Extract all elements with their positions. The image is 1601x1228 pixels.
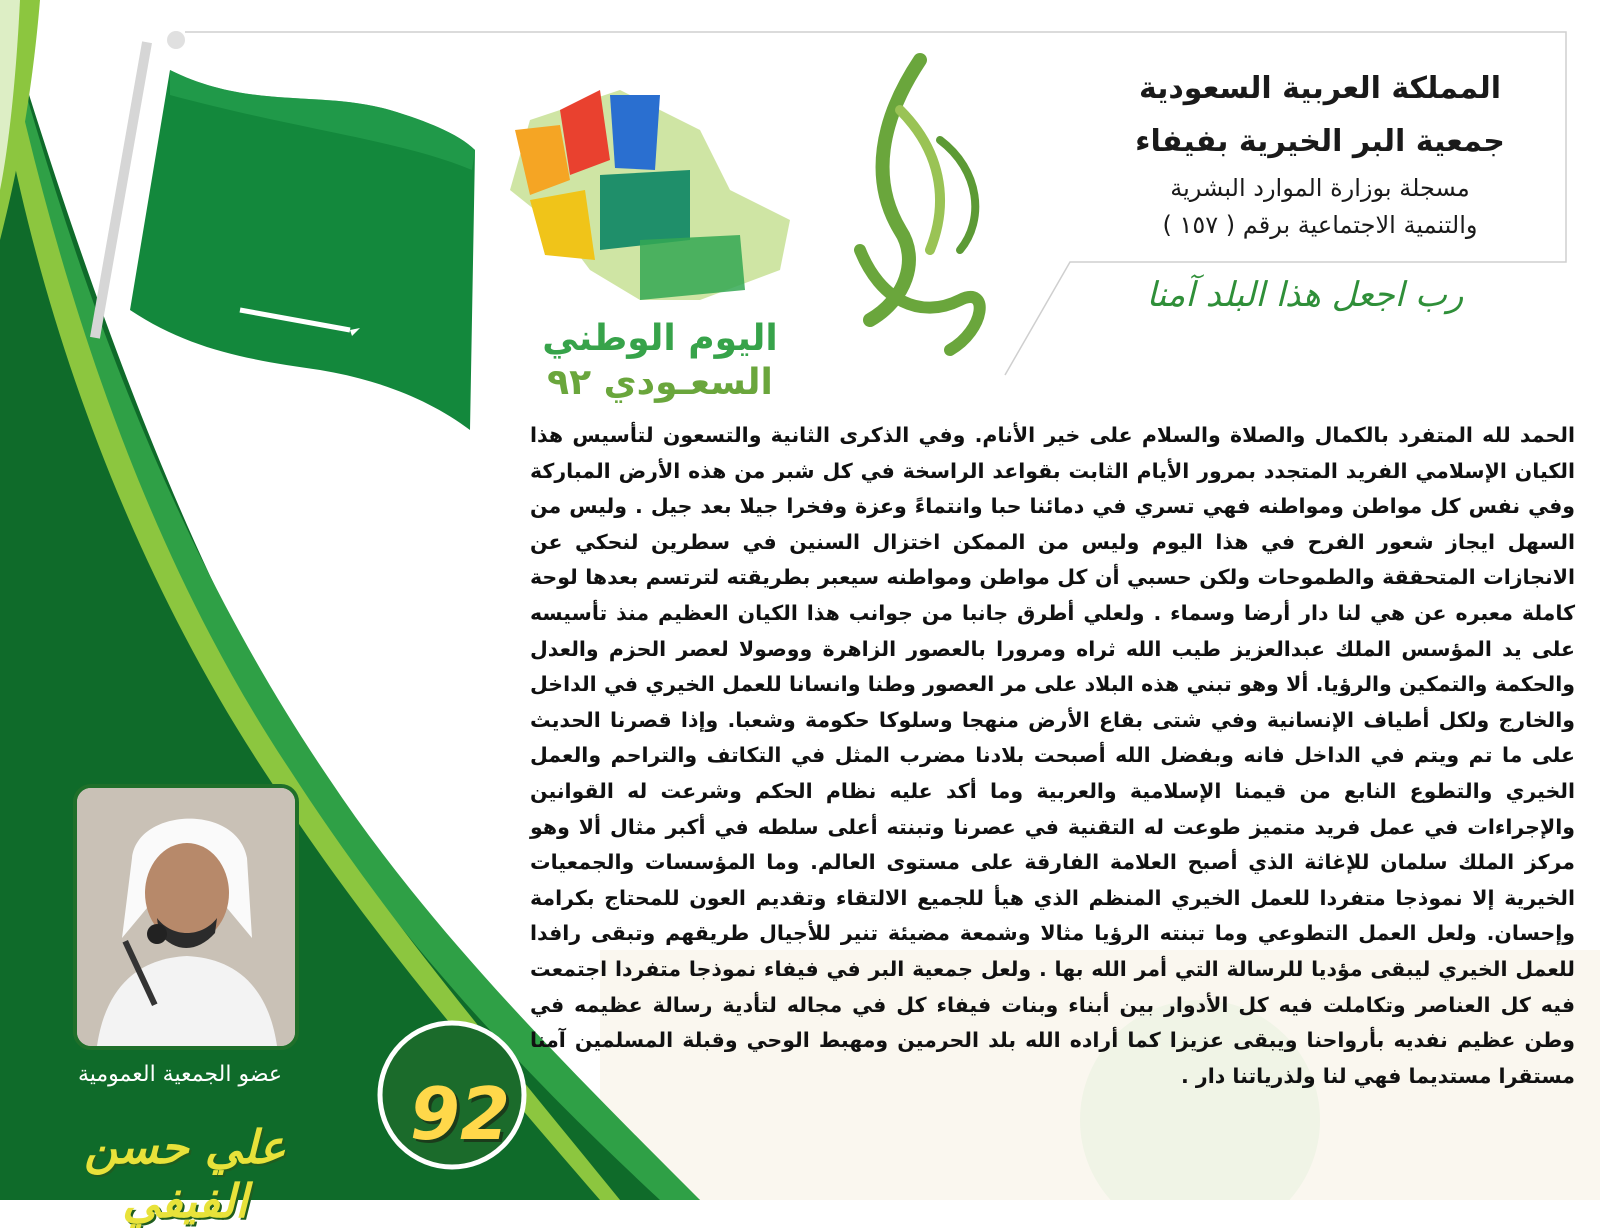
national-day-92-badge: 92 xyxy=(409,1072,511,1156)
article-body: الحمد لله المتفرد بالكمال والصلاة والسلام على خير الأنام. وفي الذكرى الثانية والتسعون لتأسيس هذا الكيان الإسلامي الفريد المتجدد بمرور الأيام الثابت بقواعد الراسخة في كل شبر من هذه الأرض المباركة وفي نفس كل مواطن ومواطنه فهي تسري في دمائنا حبا وانتماءً وعزة وفخرا جيلا بعد جيل . وليس من السهل ايجاز شعور الفرح في هذا اليوم وليس من الممكن اختزال السنين في سطرين لنحكي عن الانجازات المتحققة والطموحات ولكن حسبي أن كل مواطن ومواطنه سيعبر بطريقته لترتسم بعدها لوحة كاملة معبره عن هي لنا دار أرضا وسماء . ولعلي أطرق جانبا من جوانب هذا الكيان العظيم منذ تأسيسه على يد المؤسس الملك عبدالعزيز طيب الله ثراه ومرورا بالعصور الزاهرة ووصولا لعصر الحزم والعدل والحكمة والتمكين والرؤيا. ألا وهو تبني هذه البلاد على مر العصور وطنا وانسانا للعمل الخيري في الداخل والخارج ولكل أطياف الإنسانية وفي شتى بقاع الأرض منهجا وسلوكا حكومة وشعبا. وإذا قصرنا الحديث على ما تم ويتم في الداخل فانه وبفضل الله أصبحت بلادنا مضرب المثل في التكاتف والتراحم والعمل الخيري والتطوع النابع من قيمنا الإسلامية والعربية وما أكد عليه نظام الحكم وشرعت له القوانين والإجراءات في عمل فريد متميز طوعت له التقنية في عصرنا وتبنته أعلى سلطه في أكبر مثال ألا وهو مركز الملك سلمان للإغاثة الذي أصبح العلامة الفارقة على مستوى العالم. وما المؤسسات والجمعيات الخيرية إلا نموذجا متفردا للعمل الخيري المنظم الذي هيأ للجميع الالتقاء وتقديم العون للمحتاج بكرامة وإحسان. ولعل العمل التطوعي وما تبنته الرؤيا مثالا وشمعة مضيئة تنير للأجيال طريقهم وتبقى رافدا للعمل الخيري ليبقى مؤديا للرسالة التي أمر الله بها . ولعل جمعية البر في فيفاء نموذجا متفردا اجتمعت فيه كل العناصر وتكاملت فيه كل الأدوار بين أبناء وبنات فيفاء كل في مجاله لتأدية رسالة عظيمه في وطن عظيم نفديه بأرواحنا ويبقى عزيزا كما أراده الله بلد الحرمين ومهبط الوحي وقبلة المسلمين آمنا مستقرا مستديما فهي لنا ولذرياتنا دار . xyxy=(530,423,1575,1088)
national-day-subtitle: السعـودي ٩٢ xyxy=(547,362,773,403)
header-line-registration-number: والتنمية الاجتماعية برقم ( ١٥٧ ) xyxy=(1162,211,1478,239)
quran-verse-calligraphy: رب اجعل هذا البلد آمنا xyxy=(1146,275,1464,315)
header-line-registration: مسجلة بوزارة الموارد البشرية xyxy=(1170,174,1470,202)
author-portrait-illustration xyxy=(77,788,295,1046)
author-photo xyxy=(73,784,299,1050)
author-name: علي حسن الفيفي xyxy=(84,1120,286,1228)
author-role: عضو الجمعية العمومية xyxy=(77,1062,283,1087)
organization-header xyxy=(1075,62,1565,262)
header-line-kingdom: المملكة العربية السعودية xyxy=(1138,71,1502,106)
national-day-title: اليوم الوطني xyxy=(542,318,778,359)
header-line-charity: جمعية البر الخيرية بفيفاء xyxy=(1135,124,1505,159)
